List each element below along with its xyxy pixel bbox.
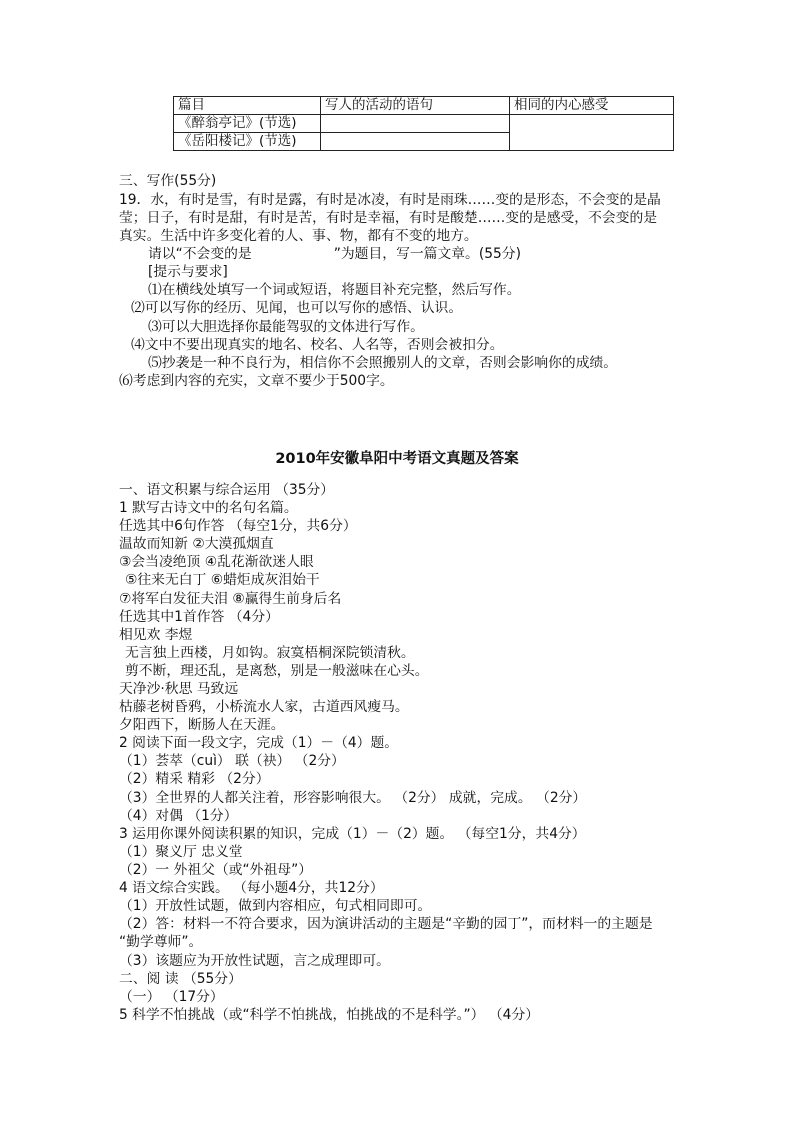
answer-line: 2 阅读下面一段文字，完成（1）－（4）题。 (119, 735, 399, 751)
answer-line: 4 语文综合实践。 （每小题4分，共12分） (119, 880, 384, 896)
answer-line: 枯藤老树昏鸦，小桥流水人家，古道西风瘦马。 (119, 699, 409, 715)
answer-line: 无言独上西楼，月如钩。寂寞梧桐深院锁清秋。 (125, 645, 415, 661)
tip-line: ⑷文中不要出现真实的地名、校名、人名等，否则会被扣分。 (131, 337, 504, 353)
answer-line: （2）精采 精彩 （2分） (119, 771, 270, 787)
answer-line: 任选其中1首作答 （4分） (119, 609, 279, 625)
comparison-table (173, 96, 674, 151)
answer-line: （1）聚义厅 忠义堂 (119, 844, 243, 860)
answer-line: 一、语文积累与综合运用 （35分） (119, 482, 335, 498)
answer-line: 3 运用你课外阅读积累的知识，完成（1）－（2）题。 （每空1分，共4分） (119, 826, 586, 842)
table-cell-empty (510, 115, 674, 151)
table-cell: 《醉翁亭记》(节选) (174, 115, 321, 133)
page-title: 2010年安徽阜阳中考语文真题及答案 (275, 451, 519, 467)
table-header-row (174, 97, 674, 115)
answer-line: （3）该题应为开放性试题，言之成理即可。 (119, 953, 390, 969)
answer-line: （2）答：材料一不符合要求，因为演讲活动的主题是“辛勤的园丁”，而材料一的主题是 (119, 916, 653, 932)
answer-line: 夕阳西下，断肠人在天涯。 (119, 717, 285, 733)
tip-line: ⑹考虑到内容的充实，文章不要少于500字。 (119, 373, 394, 389)
table-header-cell: 篇目 (174, 97, 321, 115)
tip-line: ⑴在横线处填写一个词或短语，将题目补充完整，然后写作。 (148, 282, 521, 298)
answer-line: 5 科学不怕挑战（或“科学不怕挑战，怕挑战的不是科学。”） （4分） (119, 1007, 540, 1023)
table-cell: 《岳阳楼记》(节选) (174, 133, 321, 151)
tip-line: ⑵可以写你的经历、见闻，也可以写你的感悟、认识。 (131, 300, 463, 316)
writing-prompt (148, 245, 521, 263)
answer-line: 任选其中6句作答 （每空1分，共6分） (119, 518, 357, 534)
answer-line: ⑦将军白发征夫泪 ⑧赢得生前身后名 (119, 591, 342, 607)
answer-line: “勤学尊师”。 (119, 934, 203, 950)
answer-line: 剪不断，理还乱，是离愁，别是一般滋味在心头。 (125, 663, 429, 679)
answer-line: （1）开放性试题，做到内容相应，句式相同即可。 (119, 898, 432, 914)
answer-line: （2）一 外祖父（或“外祖母”） (119, 862, 313, 878)
answer-line: （3）全世界的人都关注着，形容影响很大。 （2分） 成就，完成。 （2分） (119, 790, 587, 806)
answer-line: （一） （17分） (119, 989, 224, 1005)
paragraph-line: 真实。生活中许多变化着的人、事、物，都有不变的地方。 (119, 228, 478, 244)
section-heading: 三、写作(55分) (119, 173, 217, 189)
answer-line: （1）荟萃（cuì） 联（袂） （2分） (119, 753, 345, 769)
prompt-part: ”为题目，写一篇文章。(55分) (333, 246, 521, 262)
answer-line: 天净沙·秋思 马致远 (119, 681, 239, 697)
answer-line: 温故而知新 ②大漠孤烟直 (119, 536, 274, 552)
answer-line: ③会当凌绝顶 ④乱花渐欲迷人眼 (119, 554, 314, 570)
answer-line: 二、阅 读 （55分） (119, 971, 242, 987)
paragraph-line: 莹；日子，有时是甜，有时是苦，有时是幸福，有时是酸楚……变的是感受，不会变的是 (119, 210, 658, 226)
paragraph-line: 19．水，有时是雪，有时是露，有时是冰凌，有时是雨珠……变的是形态，不会变的是晶 (119, 192, 661, 208)
table-cell-empty (321, 115, 510, 133)
table-header-cell: 相同的内心感受 (510, 97, 674, 115)
answer-line: 1 默写古诗文中的名句名篇。 (119, 500, 298, 516)
table-row (174, 115, 674, 133)
answer-line: 相见欢 李煜 (119, 627, 193, 643)
prompt-part: 请以“不会变的是 (148, 246, 252, 262)
table-cell-empty (321, 133, 510, 151)
answer-line: （4）对偶 （1分） (119, 808, 238, 824)
tips-heading: [提示与要求] (148, 264, 228, 280)
tip-line: ⑶可以大胆选择你最能驾驭的文体进行写作。 (148, 319, 424, 335)
table-header-cell: 写人的活动的语句 (321, 97, 510, 115)
answer-line: ⑤往来无白丁 ⑥蜡炬成灰泪始干 (125, 572, 320, 588)
tip-line: ⑸抄袭是一种不良行为，相信你不会照搬别人的文章，否则会影响你的成绩。 (148, 355, 618, 371)
